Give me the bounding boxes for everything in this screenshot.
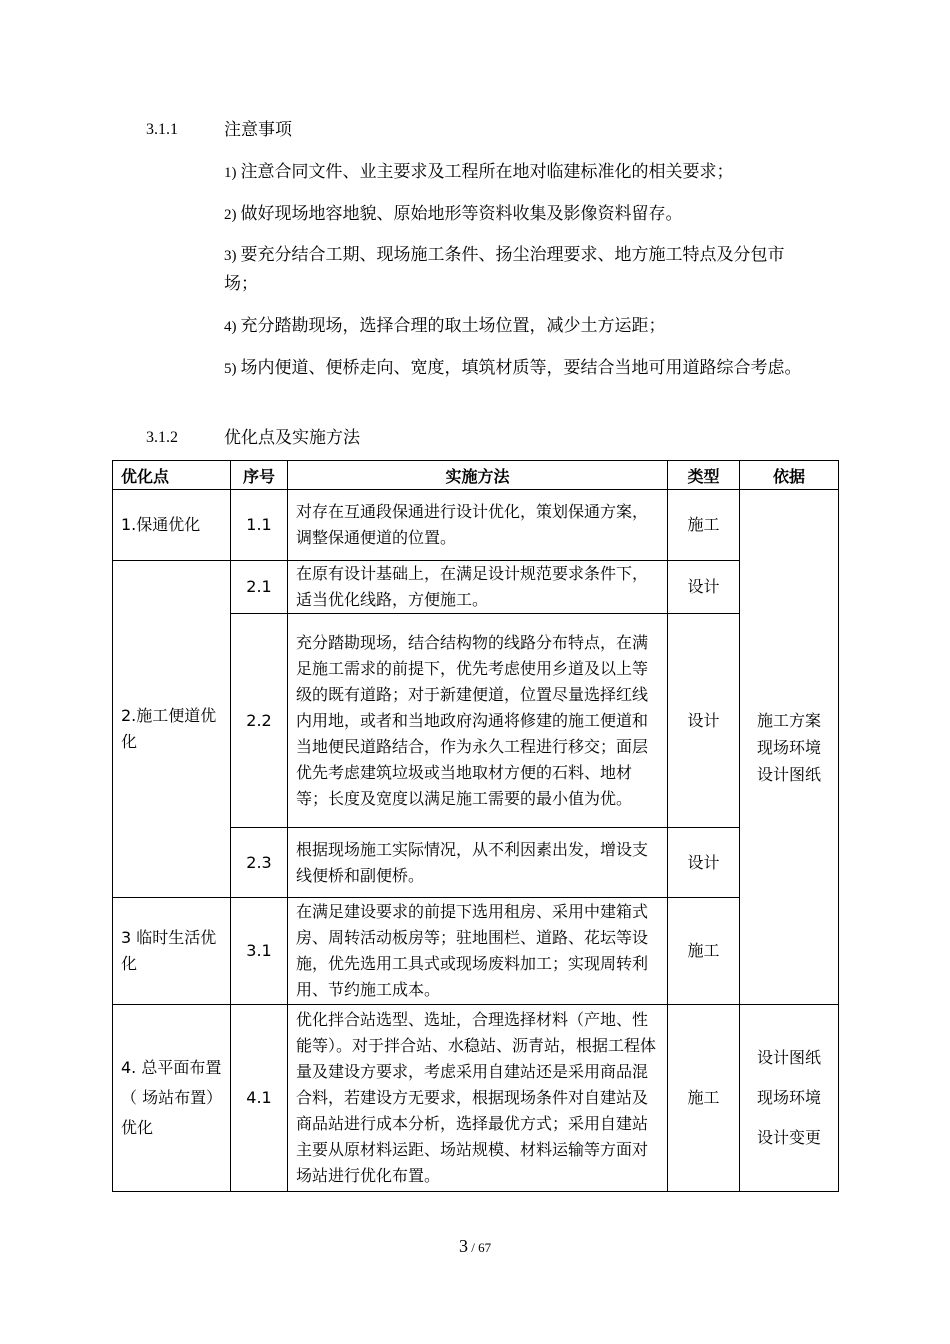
- table-row: [113, 898, 839, 1005]
- type-cell: 施工: [668, 1005, 740, 1192]
- note-index: 2): [224, 207, 237, 223]
- optimization-point-cell: 1.保通优化: [113, 490, 231, 561]
- note-item-1: [224, 158, 814, 187]
- note-text: 场内便道、便桥走向、宽度，填筑材质等，要结合当地可用道路综合考虑。: [240, 358, 802, 378]
- note-text: 注意合同文件、业主要求及工程所在地对临建标准化的相关要求；: [240, 162, 734, 182]
- type-cell: 设计: [668, 828, 740, 898]
- basis-cell: [740, 1005, 839, 1192]
- header-type: 类型: [668, 461, 740, 490]
- note-index: 5): [224, 361, 237, 377]
- basis-cell: [740, 490, 839, 1005]
- table-row: [113, 1005, 839, 1192]
- note-text: 充分踏勘现场，选择合理的取土场位置，减少土方运距；: [240, 316, 666, 336]
- note-item-2: [224, 200, 814, 229]
- header-method: 实施方法: [288, 461, 668, 490]
- basis-item: 现场环境: [756, 737, 821, 757]
- note-text: 做好现场地容地貌、原始地形等资料收集及影像资料留存。: [240, 204, 683, 224]
- note-item-4: [224, 312, 814, 341]
- type-cell: 设计: [668, 561, 740, 614]
- sequence-cell: 2.2: [231, 614, 288, 828]
- note-text: 要充分结合工期、现场施工条件、扬尘治理要求、地方施工特点及分包市场；: [224, 245, 785, 294]
- method-cell: 在原有设计基础上，在满足设计规范要求条件下，适当优化线路，方便施工。: [288, 561, 668, 614]
- note-item-3: [224, 241, 814, 298]
- sequence-cell: 1.1: [231, 490, 288, 561]
- current-page: 3: [458, 1236, 468, 1256]
- sequence-cell: 3.1: [231, 898, 288, 1005]
- basis-item: 施工方案: [756, 710, 821, 730]
- basis-item: 设计变更: [756, 1128, 821, 1147]
- type-cell: 施工: [668, 898, 740, 1005]
- method-cell: 在满足建设要求的前提下选用租房、采用中建箱式房、周转活动板房等；驻地围栏、道路、花坛等设施，优先选用工具式或现场废料加工；实现周转利用、节约施工成本。: [288, 898, 668, 1005]
- sequence-cell: 2.1: [231, 561, 288, 614]
- note-index: 3): [224, 248, 237, 264]
- basis-item: 设计图纸: [756, 764, 821, 784]
- basis-item: 设计图纸: [756, 1048, 821, 1067]
- basis-item: 现场环境: [756, 1088, 821, 1107]
- method-cell: 根据现场施工实际情况，从不利因素出发，增设支线便桥和副便桥。: [288, 828, 668, 898]
- total-pages: 67: [478, 1240, 492, 1255]
- section-number: 3.1.2: [146, 429, 178, 446]
- note-index: 1): [224, 165, 237, 181]
- type-cell: 设计: [668, 614, 740, 828]
- page-number: [0, 1236, 950, 1257]
- page-separator: /: [467, 1240, 479, 1255]
- table-row: [113, 561, 839, 614]
- table-row: [113, 490, 839, 561]
- section-number: 3.1.1: [146, 121, 178, 138]
- optimization-table: [112, 460, 839, 1192]
- sequence-cell: 4.1: [231, 1005, 288, 1192]
- table-header-row: [113, 461, 839, 490]
- method-cell: 充分踏勘现场，结合结构物的线路分布特点，在满足施工需求的前提下，优先考虑使用乡道及以上等级的既有道路；对于新建便道，位置尽量选择红线内用地，或者和当地政府沟通将修建的施工便道和当地便民道路结合，作为永久工程进行移交；面层优先考虑建筑垃圾或当地取材方便的石料、地材等；长度及宽度以满足施工需要的最小值为优。: [288, 614, 668, 828]
- header-point: 优化点: [113, 461, 231, 490]
- note-index: 4): [224, 319, 237, 335]
- optimization-point-cell: 4. 总平面布置（ 场站布置）优化: [113, 1005, 231, 1192]
- note-item-5: [224, 354, 814, 383]
- header-basis: 依据: [740, 461, 839, 490]
- optimization-point-cell: 3 临时生活优化: [113, 898, 231, 1005]
- sequence-cell: 2.3: [231, 828, 288, 898]
- header-seq: 序号: [231, 461, 288, 490]
- section-title: 注意事项: [224, 120, 292, 140]
- method-cell: 优化拌合站选型、选址，合理选择材料（产地、性能等）。对于拌合站、水稳站、沥青站，根据工程体量及建设方要求，考虑采用自建站还是采用商品混合料，若建设方无要求，根据现场条件对自建站及商品站进行成本分析，选择最优方式；采用自建站主要从原材料运距、场站规模、材料运输等方面对场站进行优化布置。: [288, 1005, 668, 1192]
- method-cell: 对存在互通段保通进行设计优化，策划保通方案，调整保通便道的位置。: [288, 490, 668, 561]
- optimization-point-cell: 2.施工便道优化: [113, 561, 231, 898]
- type-cell: 施工: [668, 490, 740, 561]
- section-title: 优化点及实施方法: [224, 428, 360, 448]
